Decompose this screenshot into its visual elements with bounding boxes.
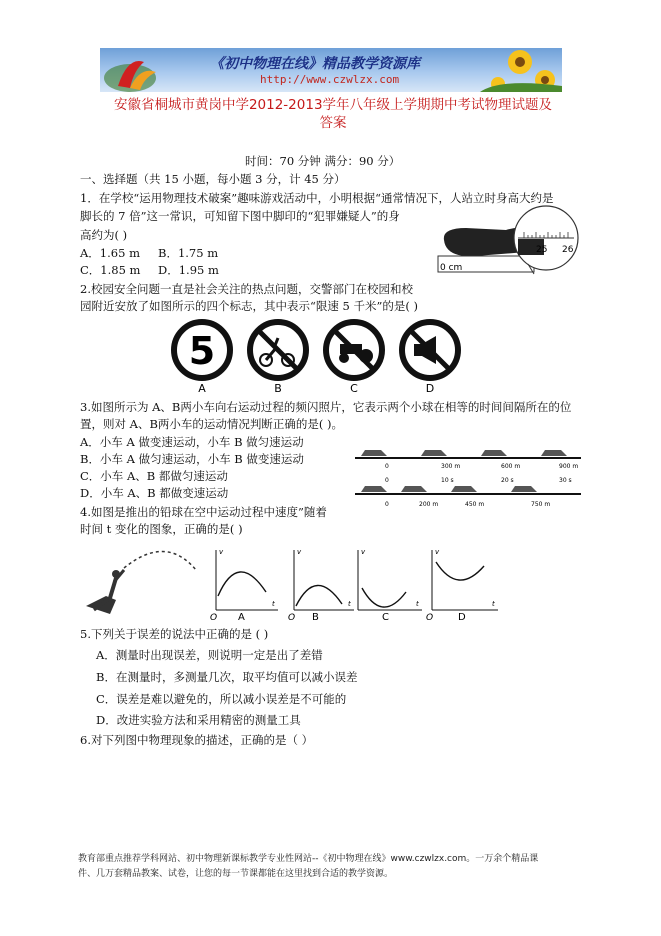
footer-line2: 件、几万套精品教案、试卷，让您的每一节课都能在这里找到合适的教学资源。: [78, 869, 394, 879]
document-title: [78, 96, 588, 132]
graph-d: [426, 548, 498, 622]
track-a-time: 0: [385, 477, 389, 484]
track-a-time: 20 s: [501, 477, 514, 484]
q1-option-d[interactable]: D．1.95 m: [158, 263, 219, 277]
q3-option-a[interactable]: A．小车 A 做变速运动，小车 B 做匀速运动: [80, 435, 304, 449]
ruler-26-label: 26: [562, 245, 574, 255]
q5-option-c[interactable]: C．误差是难以避免的，所以减小误差是不可能的: [96, 692, 347, 706]
sign-label-b: B: [274, 382, 282, 394]
sign-d-no-horn-icon: [402, 322, 458, 378]
q4-line2: 时间 t 变化的图象，正确的是( ): [80, 522, 243, 536]
svg-text:t: t: [348, 600, 351, 608]
document-title-line1: 安徽省桐城市黄岗中学2012-2013学年八年级上学期期中考试物理试题及: [113, 97, 553, 113]
ruler-25-label: 25: [536, 245, 548, 255]
sign-label-d: D: [425, 382, 435, 394]
svg-text:B: B: [312, 612, 319, 622]
track-b: [355, 486, 581, 508]
banner-url[interactable]: http://www.czwlzx.com: [260, 73, 400, 86]
q1-line2: 脚长的 7 倍”这一常识，可知留下图中脚印的“犯罪嫌疑人”的身: [80, 209, 400, 223]
svg-text:O: O: [288, 613, 296, 622]
svg-text:t: t: [416, 600, 419, 608]
sign-c-no-tractor-icon: [326, 322, 382, 378]
car-tracks-figure: [355, 442, 583, 516]
footprint-figure: [436, 198, 586, 280]
sign-label-a: A: [198, 382, 206, 394]
q3-option-d[interactable]: D．小车 A、B 都做变速运动: [80, 486, 229, 500]
svg-text:O: O: [210, 613, 218, 622]
svg-text:v: v: [361, 548, 366, 556]
velocity-graphs-figure: [86, 540, 506, 622]
shot-put-athlete-icon: [86, 570, 124, 614]
svg-text:A: A: [238, 612, 245, 622]
q5-option-d[interactable]: D．改进实验方法和采用精密的测量工具: [96, 713, 301, 727]
car-icon: [451, 486, 477, 492]
track-b-tick: 0: [385, 501, 389, 508]
section-heading: 一、选择题（共 15 小题，每小题 3 分，计 45 分）: [80, 172, 346, 186]
sign-label-c: C: [350, 382, 358, 394]
car-icon: [361, 450, 387, 456]
track-a-time: 30 s: [559, 477, 572, 484]
q3-option-b[interactable]: B．小车 A 做匀速运动，小车 B 做变速运动: [80, 452, 304, 466]
svg-text:v: v: [297, 548, 302, 556]
q6-line1: 6.对下列图中物理现象的描述，正确的是（ ）: [80, 733, 314, 747]
track-a-tick: 300 m: [441, 463, 461, 470]
q1-option-b[interactable]: B．1.75 m: [158, 246, 219, 260]
document-title-line2: 答案: [319, 115, 347, 131]
svg-text:v: v: [219, 548, 224, 556]
q4-line1: 4.如图是推出的铅球在空中运动过程中速度”随着: [80, 505, 327, 519]
sign-b-no-motorcycle-icon: [250, 322, 306, 378]
track-a-time: 10 s: [441, 477, 454, 484]
car-icon: [511, 486, 537, 492]
footer-line1: 教育部重点推荐学科网站、初中物理新课标教学专业性网站--《初中物理在线》www.czwlzx.com。一万余个精品课: [78, 854, 539, 864]
graph-c: [358, 548, 422, 622]
svg-text:C: C: [382, 612, 389, 622]
sign-a-speed-limit-icon: [174, 322, 230, 378]
track-b-tick: 750 m: [531, 501, 551, 508]
car-icon: [541, 450, 567, 456]
sign-a-number: 5: [188, 329, 216, 373]
ruler-zero-label: 0 cm: [440, 263, 463, 273]
car-icon: [401, 486, 427, 492]
page-footer: [78, 852, 598, 882]
q2-line1: 2.校园安全问题一直是社会关注的热点问题，交警部门在校园和校: [80, 282, 413, 296]
q3-option-c[interactable]: C．小车 A、B 都做匀速运动: [80, 469, 228, 483]
track-a-tick: 0: [385, 463, 389, 470]
traffic-signs-figure: [170, 318, 470, 394]
header-banner: [100, 48, 562, 92]
q1-line1: 1．在学校“运用物理技术破案”趣味游戏活动中，小明根据“通常情况下，人站立时身高大约是: [80, 191, 554, 205]
track-a-tick: 900 m: [559, 463, 579, 470]
q5-option-a[interactable]: A．测量时出现误差，则说明一定是出了差错: [96, 648, 323, 662]
svg-text:O: O: [426, 613, 434, 622]
exam-info: 时间：70 分钟 满分：90 分）: [245, 154, 401, 168]
q1-option-a[interactable]: A．1.65 m: [80, 246, 140, 260]
svg-text:D: D: [458, 612, 466, 622]
svg-text:v: v: [435, 548, 440, 556]
q3-line1: 3.如图所示为 A、B两小车向右运动过程的频闪照片，它表示两个小球在相等的时间间隔所在的位: [80, 400, 572, 414]
track-a-tick: 600 m: [501, 463, 521, 470]
track-b-tick: 200 m: [419, 501, 439, 508]
q5-option-b[interactable]: B．在测量时，多测量几次，取平均值可以减小误差: [96, 670, 358, 684]
q1-line3: 高约为( ): [80, 228, 128, 242]
track-a: [355, 450, 581, 484]
graph-b: [288, 548, 354, 622]
svg-text:t: t: [492, 600, 495, 608]
car-icon: [361, 486, 387, 492]
q5-line1: 5.下列关于误差的说法中正确的是 ( ): [80, 627, 269, 641]
car-icon: [481, 450, 507, 456]
car-icon: [421, 450, 447, 456]
track-b-tick: 450 m: [465, 501, 485, 508]
q2-line2: 园附近安放了如图所示的四个标志，其中表示“限速 5 千米”的是( ): [80, 299, 419, 313]
q3-line2: 置，则对 A、B两小车的运动情况判断正确的是( )。: [80, 417, 344, 431]
trajectory-path: [124, 551, 196, 570]
svg-text:t: t: [272, 600, 275, 608]
q1-option-c[interactable]: C．1.85 m: [80, 263, 141, 277]
banner-title: 《初中物理在线》精品教学资源库: [210, 56, 420, 72]
graph-a: [210, 548, 278, 622]
